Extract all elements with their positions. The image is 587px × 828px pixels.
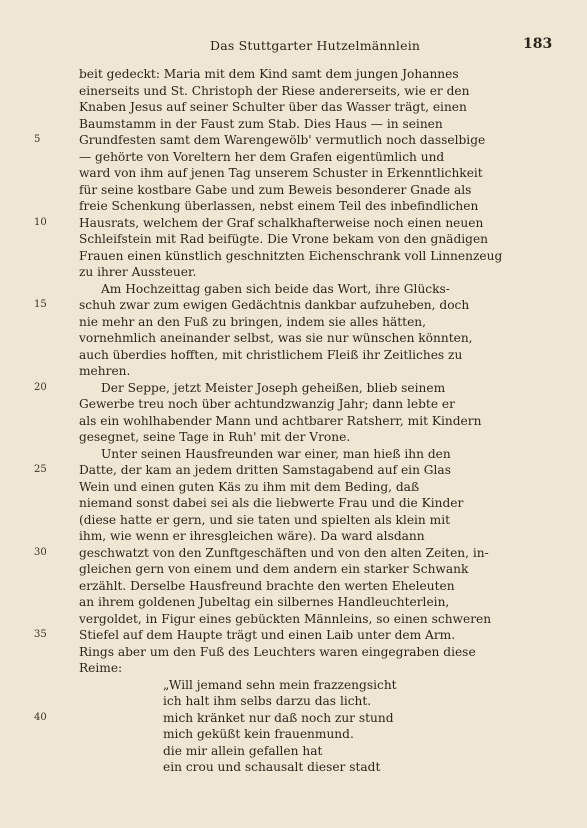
text-line: gesegnet, seine Tage in Ruh' mit der Vrone. [79,430,351,444]
text-line: Baumstamm in der Faust zum Stab. Dies Haus — in seinen [79,116,443,131]
text-line: zu ihrer Aussteuer. [79,265,197,279]
text-line: nie mehr an den Fuß zu bringen, indem sie alles hätten, [79,314,427,329]
margin-line-number: 15 [34,299,47,310]
text-line: Stiefel auf dem Haupte trägt und einen Laib unter dem Arm. [79,628,456,642]
text-line: Grundfesten samt dem Warengewölb' vermutlich noch dasselbige [79,133,486,147]
text-line: Rings aber um den Fuß des Leuchters waren eingegraben diese [79,644,476,659]
text-line: Unter seinen Hausfreunden war einer, man hieß ihn den [101,446,451,461]
text-line: gleichen gern von einem und dem andern ein starker Schwank [79,562,469,576]
text-line: Knaben Jesus auf seiner Schulter über das Wasser trägt, einen [79,100,467,114]
text-line: auch überdies hofften, mit christlichem Fleiß ihr Zeitliches zu [79,347,463,362]
text-line: beit gedeckt: Maria mit dem Kind samt dem jungen Johannes [79,67,459,81]
text-line: Gewerbe treu noch über achtundzwanzig Jahr; dann lebte er [79,397,455,411]
text-line: — gehörte von Voreltern her dem Grafen eigentümlich und [79,149,445,164]
text-line: (diese hatte er gern, und sie taten und spielten als klein mit [79,512,450,527]
text-line: ihm, wie wenn er ihresgleichen wäre). Da ward alsdann [79,529,425,543]
margin-line-number: 25 [34,464,47,475]
text-line: Reime: [79,661,123,675]
margin-line-number: 5 [34,134,41,145]
text-line: Frauen einen künstlich geschnitzten Eichenschrank voll Linnenzeug [79,248,503,263]
text-line: vergoldet, in Figur eines gebückten Männleins, so einen schweren [79,611,492,626]
verse-line: ein crou und schausalt dieser stadt [163,760,381,774]
text-line: einerseits und St. Christoph der Riese andererseits, wie er den [79,83,470,98]
text-line: Wein und einen guten Käs zu ihm mit dem Beding, daß [79,479,420,494]
verse-line: mich geküßt kein frauenmund. [163,727,354,741]
text-line: schuh zwar zum ewigen Gedächtnis dankbar aufzuheben, doch [79,298,470,312]
text-line: vornehmlich aneinander selbst, was sie nur wünschen könnten, [79,331,473,345]
text-line: als ein wohlhabender Mann und achtbarer Ratsherr, mit Kindern [79,413,482,428]
margin-line-number: 10 [34,216,47,228]
text-line: niemand sonst dabei sei als die liebwerte Frau und die Kinder [79,496,464,510]
text-line: Der Seppe, jetzt Meister Joseph geheißen, blieb seinem [101,380,446,395]
text-line: freie Schenkung überlassen, nebst einem Teil des inbefindlichen [79,199,479,213]
text-line: mehren. [79,364,131,378]
text-block [79,66,519,776]
margin-line-number: 35 [34,629,47,640]
text-line: geschwatzt von den Zunftgeschäften und von den alten Zeiten, in- [79,545,489,560]
text-line: Datte, der kam an jedem dritten Samstagabend auf ein Glas [79,463,451,477]
page-number: 183 [523,36,553,52]
text-line: für seine kostbare Gabe und zum Beweis besonderer Gnade als [79,182,472,197]
text-line: an ihrem goldenen Jubeltag ein silbernes Handleuchterlein, [79,595,450,609]
text-line: erzählt. Derselbe Hausfreund brachte den werten Eheleuten [79,578,455,593]
margin-line-number: 20 [34,381,47,393]
verse-line: „Will jemand sehn mein frazzengsicht [163,677,397,692]
verse-line: die mir allein gefallen hat [163,743,323,758]
text-line: Hausrats, welchem der Graf schalkhafterweise noch einen neuen [79,215,484,230]
verse-line: ich halt ihm selbs darzu das licht. [163,694,372,708]
text-line: Am Hochzeittag gaben sich beide das Wort, ihre Glücks- [101,281,450,296]
text-line: ward von ihm auf jenen Tag unserem Schuster in Erkenntlichkeit [79,166,483,180]
margin-line-number: 40 [34,711,47,723]
margin-line-number: 30 [34,546,47,558]
running-title: Das Stuttgarter Hutzelmännlein [210,38,421,53]
text-line: Schleifstein mit Rad beifügte. Die Vrone bekam von den gnädigen [79,232,489,246]
verse-line: mich kränket nur daß noch zur stund [163,710,394,725]
